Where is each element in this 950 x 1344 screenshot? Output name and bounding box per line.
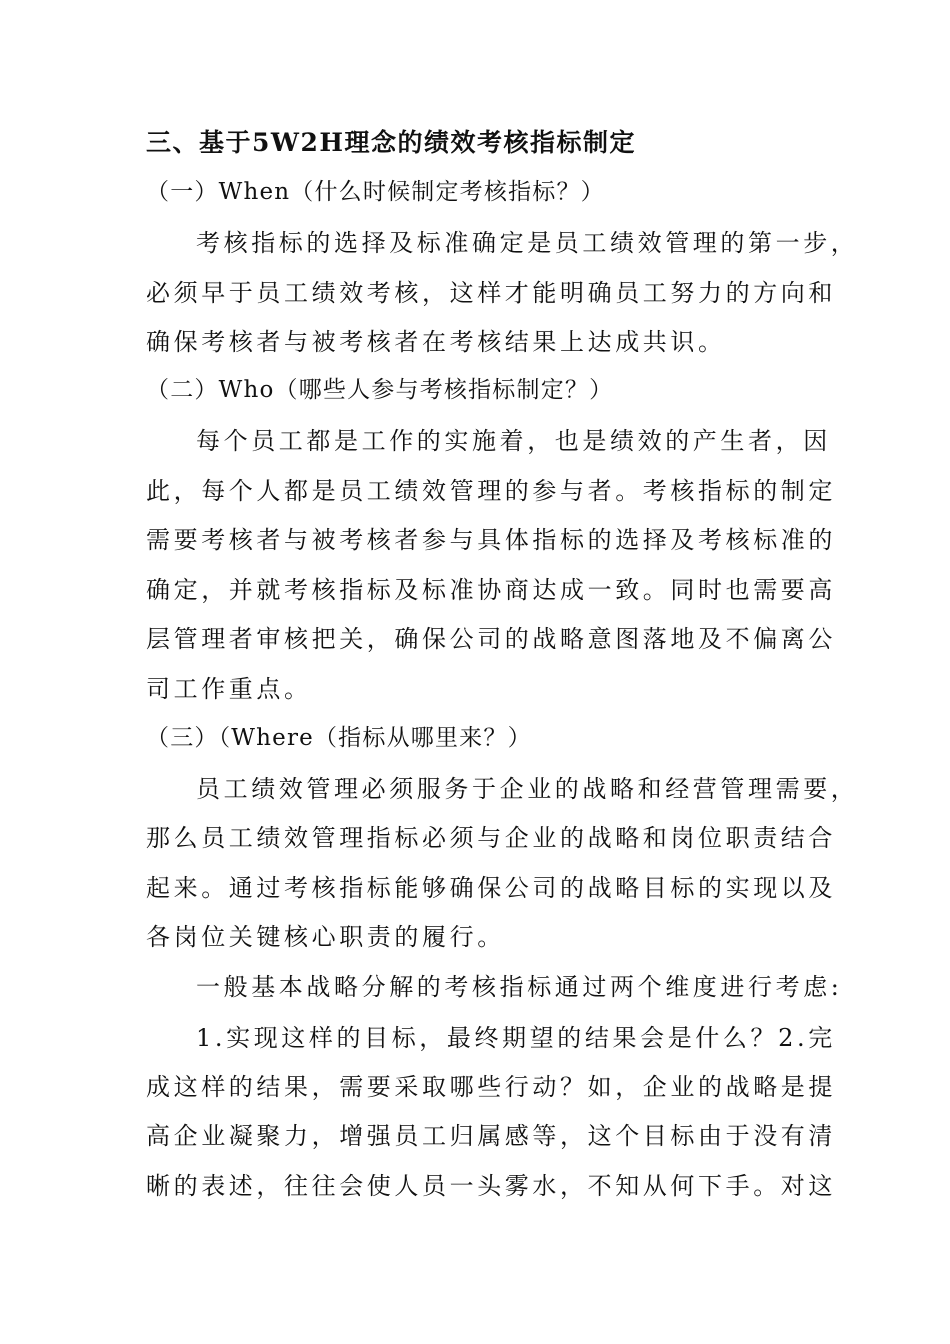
paragraph-line: 确定，并就考核指标及标准协商达成一致。同时也需要高 <box>146 576 836 604</box>
paragraph-line: 成这样的结果，需要采取哪些行动？如，企业的战略是提 <box>146 1073 836 1101</box>
paragraph-line: 层管理者审核把关，确保公司的战略意图落地及不偏离公 <box>146 625 836 653</box>
paragraph-line: 需要考核者与被考核者参与具体指标的选择及考核标准的 <box>146 526 836 554</box>
paragraph-line: 起来。通过考核指标能够确保公司的战略目标的实现以及 <box>146 874 836 902</box>
paragraph-line: 那么员工绩效管理指标必须与企业的战略和岗位职责结合 <box>146 824 836 852</box>
paragraph-line: 考核指标的选择及标准确定是员工绩效管理的第一步， <box>196 229 859 257</box>
paragraph-line: 1.实现这样的目标，最终期望的结果会是什么？2.完 <box>196 1024 836 1052</box>
subsection-title-when: （一）When（什么时候制定考核指标？） <box>146 179 605 205</box>
paragraph-line: 必须早于员工绩效考核，这样才能明确员工努力的方向和 <box>146 279 836 307</box>
paragraph-line: 员工绩效管理必须服务于企业的战略和经营管理需要， <box>196 775 859 803</box>
paragraph-line: 高企业凝聚力，增强员工归属感等，这个目标由于没有清 <box>146 1122 836 1150</box>
paragraph-line: 晰的表述，往往会使人员一头雾水，不知从何下手。对这 <box>146 1172 836 1200</box>
subsection-title-who: （二）Who（哪些人参与考核指标制定？） <box>146 377 614 403</box>
paragraph-line: 司工作重点。 <box>146 675 312 703</box>
section-heading: 三、基于5W2H理念的绩效考核指标制定 <box>146 128 636 157</box>
paragraph-line: 此，每个人都是员工绩效管理的参与者。考核指标的制定 <box>146 477 836 505</box>
subsection-title-where: （三）（Where（指标从哪里来？） <box>146 725 532 751</box>
paragraph-line: 每个员工都是工作的实施着，也是绩效的产生者，因 <box>196 427 831 455</box>
paragraph-line: 确保考核者与被考核者在考核结果上达成共识。 <box>146 328 726 356</box>
paragraph-line: 各岗位关键核心职责的履行。 <box>146 923 505 951</box>
paragraph-line: 一般基本战略分解的考核指标通过两个维度进行考虑: <box>196 973 843 1001</box>
